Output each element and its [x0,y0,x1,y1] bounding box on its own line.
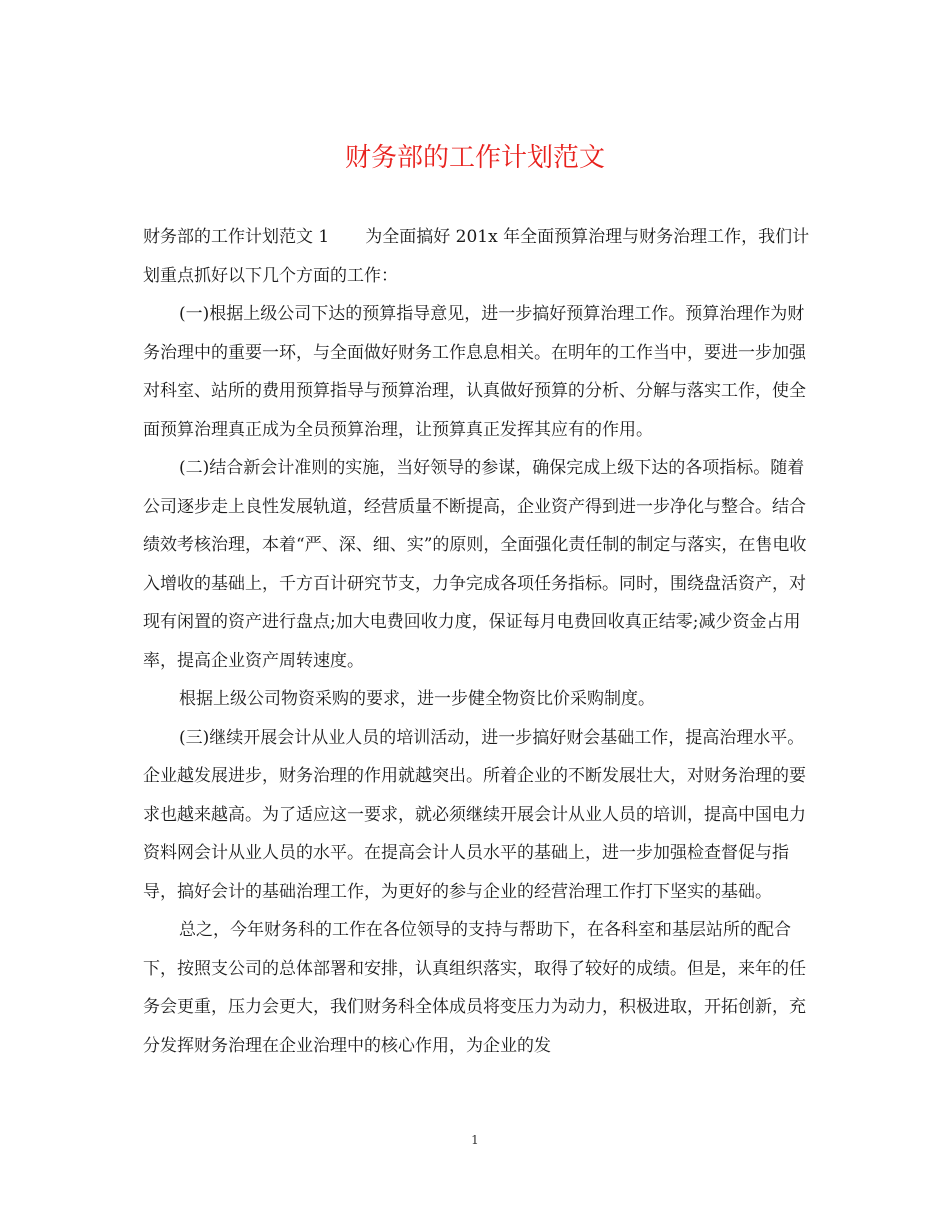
paragraph-3: 根据上级公司物资采购的要求，进一步健全物资比价采购制度。 [179,689,655,709]
paragraph-1: (一)根据上级公司下达的预算指导意见，进一步搞好预算治理工作。预算治理作为财务治理中的重要一环，与全面做好财务工作息息相关。在明年的工作当中，要进一步加强对科室、站所的费用预算指导与预算治理，认真做好预算的分析、分解与落实工作，使全面预算治理真正成为全员预算治理，让预算真正发挥其应有的作用。 [143,304,806,440]
intro-label: 财务部的工作计划范文 1 [143,227,330,247]
page-number: 1 [471,1133,479,1147]
document-title: 财务部的工作计划范文 [344,143,605,173]
paragraph-2: (二)结合新会计准则的实施，当好领导的参谋，确保完成上级下达的各项指标。随着公司逐步走上良性发展轨道，经营质量不断提高，企业资产得到进一步净化与整合。结合绩效考核治理，本着“严、深、细、实”的原则，全面强化责任制的制定与落实，在售电收入增收的基础上，千方百计研究节支，力争完成各项任务指标。同时，围绕盘活资产，对现有闲置的资产进行盘点;加大电费回收力度，保证每月电费回收真正结零;减少资金占用率，提高企业资产周转速度。 [143,458,807,671]
intro-paragraph [143,218,811,295]
paragraph-4: (三)继续开展会计从业人员的培训活动，进一步搞好财会基础工作，提高治理水平。企业越发展进步，财务治理的作用就越突出。所着企业的不断发展壮大，对财务治理的要求也越来越高。为了适应这一要求，就必须继续开展会计从业人员的培训，提高中国电力资料网会计从业人员的水平。在提高会计人员水平的基础上，进一步加强检查督促与指导，搞好会计的基础治理工作，为更好的参与企业的经营治理工作打下坚实的基础。 [143,727,806,902]
document-body [143,218,811,1065]
intro-text: 为全面搞好 201x 年全面预算治理与财务治理工作，我们计划重点抓好以下几个方面的工作： [143,227,810,286]
paragraph-5: 总之，今年财务科的工作在各位领导的支持与帮助下，在各科室和基层站所的配合下，按照支公司的总体部署和安排，认真组织落实，取得了较好的成绩。但是，来年的任务会更重，压力会更大，我们财务科全体成员将变压力为动力，积极进取，开拓创新，充分发挥财务治理在企业治理中的核心作用，为企业的发 [143,920,806,1056]
